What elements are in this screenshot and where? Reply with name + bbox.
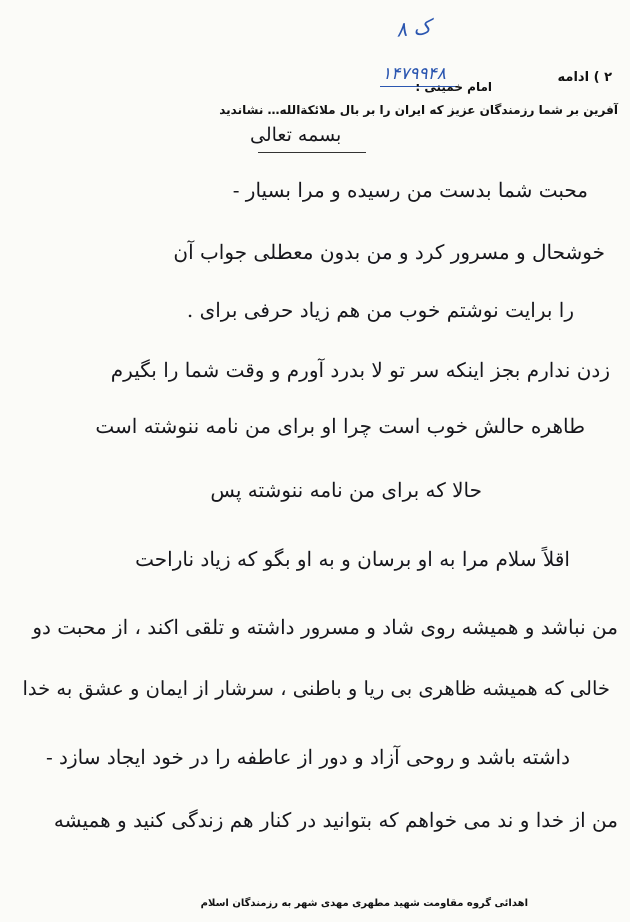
letter-line-9: خالی که همیشه ظاهری بی ریا و باطنی ، سرشار از ایمان و عشق به خدا xyxy=(22,677,610,700)
letter-line-5: طاهره حالش خوب است چرا او برای من نامه ننوشته است xyxy=(95,414,585,438)
continuation-label: ۲ ) ادامه xyxy=(557,70,612,85)
bismillah-underline xyxy=(258,152,366,153)
imam-label: امام خمینی : xyxy=(415,80,492,94)
letter-line-7: اقلاً سلام مرا به او برسان و به او بگو که زیاد ناراحت xyxy=(135,547,570,571)
letter-line-3: را برایت نوشتم خوب من هم زیاد حرفی برای . xyxy=(186,298,574,322)
letter-line-8: من نباشد و همیشه روی شاد و مسرور داشته و تلقی اکند ، از محبت دو xyxy=(32,615,618,639)
tribute-line: آفرین بر شما رزمندگان عزیز که ایران را بر بال ملائکةالله… نشاندید xyxy=(219,103,618,117)
footer-credit: اهدائی گروه مقاومت شهید مطهری مهدی شهر به رزمندگان اسلام xyxy=(200,898,528,909)
letter-line-11: من از خدا و ند می خواهم که بتوانید در کنار هم زندگی کنید و همیشه xyxy=(53,808,618,832)
letter-line-4: زدن ندارم بجز اینکه سر تو لا بدرد آورم و وقت شما را بگیرم xyxy=(110,358,610,382)
letter-line-10: داشته باشد و روحی آزاد و دور از عاطفه را در خود ایجاد سازد - xyxy=(45,745,570,769)
letter-line-6: حالا که برای من نامه ننوشته پس xyxy=(210,478,482,502)
bismillah-heading: بسمه تعالی xyxy=(250,124,342,146)
archive-number: ۱۴۷۹۹۴۸ xyxy=(382,64,446,84)
letter-line-1: محبت شما بدست من رسیده و مرا بسیار - xyxy=(232,178,588,202)
letter-line-2: خوشحال و مسرور کرد و من بدون معطلی جواب آن xyxy=(173,240,605,264)
handwritten-note-mark: ۸ ک xyxy=(394,14,433,42)
